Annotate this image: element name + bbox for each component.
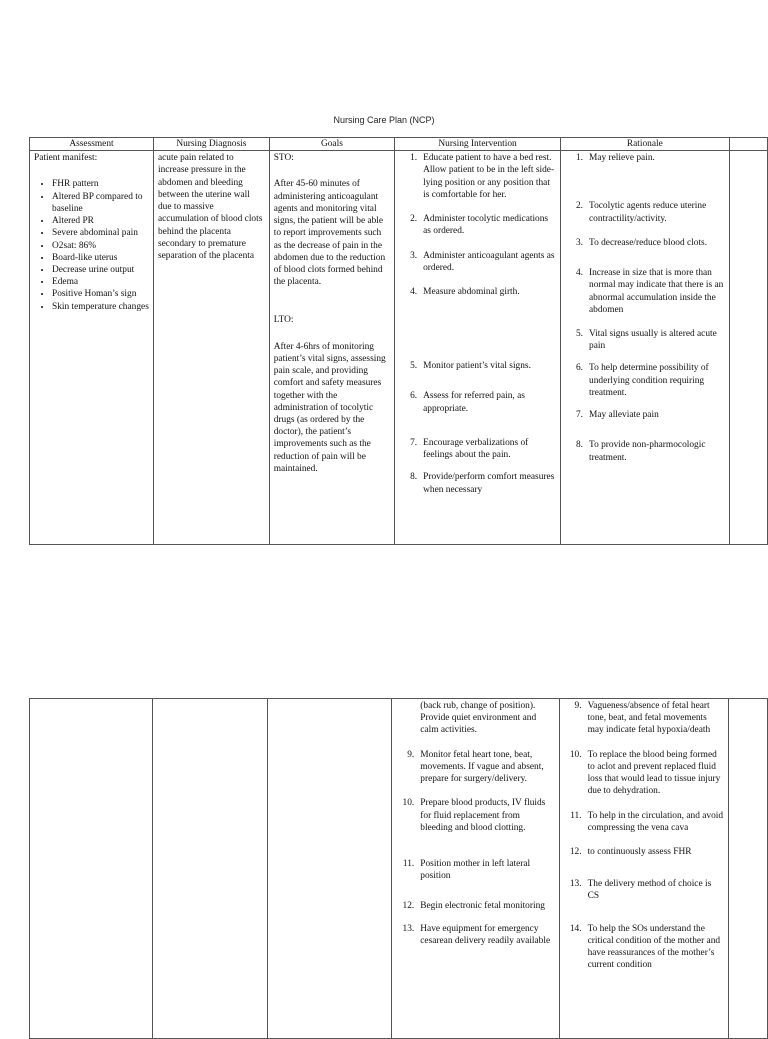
rationale-item: 1. May relieve pain. [575, 153, 655, 164]
intervention-item: 6. Assess for referred pain, as appropriate. [410, 391, 525, 414]
intervention-item: 5. Monitor patient’s vital signs. [410, 361, 531, 372]
intervention-item: 13. Have equipment for emergency cesarean delivery readily available [402, 923, 551, 946]
rationale-item: 14. To help the SOs understand the critical condition of the mother and have reassurances of the mother’s current condition [569, 923, 721, 971]
rationale-item: 4. Increase in size that is more than normal may indicate that there is an abnormal accumulation inside the abdomen [575, 268, 724, 315]
care-plan-table-continued [29, 698, 768, 1039]
lto-label: LTO: [273, 315, 294, 326]
intervention-item: 9. Monitor fetal heart tone, beat, movements. If vague and absent, prepare for surgery/delivery. [407, 749, 544, 785]
care-plan-row [30, 151, 768, 545]
header-extra [729, 138, 767, 151]
assessment-item: • FHR pattern [52, 178, 149, 190]
assessment-cell [30, 151, 154, 545]
rationale-item: 12. to continuously assess FHR [569, 846, 692, 857]
assessment-item: • Severe abdominal pain [52, 227, 149, 239]
assessment-item: • Altered PR [52, 215, 149, 227]
rationale-item: 11. To help in the circulation, and avoid compressing the vena cava [570, 810, 724, 833]
goals-cell [267, 699, 392, 1039]
rationale-item: 9. Vagueness/absence of fetal heart tone, beat, and fetal movements may indicate fetal hypoxia/death [574, 701, 711, 736]
intervention-item: 1. Educate patient to have a bed rest. Allow patient to be in the left side-lying position or any position that is comfortable for her. [410, 153, 555, 200]
assessment-intro: Patient manifest: [34, 153, 98, 164]
rationale-cell [559, 699, 729, 1039]
rationale-item: 13. The delivery method of choice is CS [569, 879, 712, 902]
rationale-cell [561, 151, 730, 545]
assessment-item: • Skin temperature changes [52, 301, 149, 313]
diagnosis-cell [153, 151, 269, 545]
rationale-item: 8. To provide non-pharmocologic treatment. [575, 440, 706, 463]
assessment-item: • Edema [52, 276, 149, 288]
rationale-item: 5. Vital signs usually is altered acute pain [575, 328, 717, 352]
rationale-item: 3. To decrease/reduce blood clots. [575, 237, 708, 248]
header-row [30, 138, 768, 151]
extra-cell [729, 699, 768, 1039]
rationale-item: 10. To replace the blood being formed to aclot and prevent replaced fluid loss that would lead to tissue injury due to dehydration. [569, 749, 721, 797]
rationale-item: 7. May alleviate pain [575, 410, 659, 421]
diagnosis-cell [152, 699, 267, 1039]
header-intervention: Nursing Intervention [395, 138, 561, 151]
intervention-item: 2. Administer tocolytic medications as ordered. [410, 214, 549, 237]
extra-cell [729, 151, 767, 545]
rationale-item: 2. Tocolytic agents reduce uterine contractility/activity. [575, 201, 707, 224]
lto-text: After 4-6hrs of monitoring patient’s vital signs, assessing pain scale, and providing comfort and safety measures together with the administration of tocolytic drugs (as ordered by the doctor), the patient’s improvements such as the reduction of pain will be maintained. [273, 341, 386, 474]
intervention-item: 12. Begin electronic fetal monitoring [402, 901, 545, 912]
assessment-cell [30, 699, 153, 1039]
page-title: Nursing Care Plan (NCP) [333, 115, 435, 125]
header-rationale: Rationale [561, 138, 730, 151]
assessment-item: • Altered BP compared to baseline [52, 191, 149, 215]
goals-cell [269, 151, 394, 545]
intervention-cell [392, 699, 559, 1039]
assessment-item: • Positive Homan’s sign [52, 288, 149, 300]
intervention-item: 7. Encourage verbalizations of feelings about the pain. [410, 437, 529, 461]
rationale-item: 6. To help determine possibility of underlying condition requiring treatment. [575, 363, 709, 398]
intervention-cell [395, 151, 561, 545]
sto-label: STO: [273, 153, 294, 164]
header-assessment: Assessment [30, 138, 154, 151]
care-plan-row [30, 699, 768, 1039]
sto-text: After 45-60 minutes of administering anticoagulant agents and monitoring vital signs, the patient will be able to report improvements such as the decrease of pain in the abdomen due to the reduction of blood clots formed behind the placenta. [273, 179, 386, 288]
intervention-continued: (back rub, change of position). Provide quiet environment and calm activities. [420, 701, 537, 736]
header-diagnosis: Nursing Diagnosis [153, 138, 269, 151]
intervention-item: 10. Prepare blood products, IV fluids for fluid replacement from bleeding and blood clotting. [402, 798, 546, 833]
intervention-item: 8. Provide/perform comfort measures when necessary [410, 472, 555, 495]
assessment-list [34, 178, 149, 312]
diagnosis-text: acute pain related to increase pressure in the abdomen and bleeding between the uterine wall due to massive accumulation of blood clots behind the placenta secondary to premature separation of the placenta [157, 153, 263, 261]
assessment-item: • Decrease urine output [52, 264, 149, 276]
intervention-item: 3. Administer anticoagulant agents as ordered. [410, 250, 555, 273]
care-plan-table [29, 137, 768, 545]
intervention-item: 4. Measure abdominal girth. [410, 286, 520, 297]
intervention-item: 11. Position mother in left lateral position [402, 858, 531, 882]
assessment-item: • O2sat: 86% [52, 240, 149, 252]
assessment-item: • Board-like uterus [52, 252, 149, 264]
header-goals: Goals [269, 138, 394, 151]
